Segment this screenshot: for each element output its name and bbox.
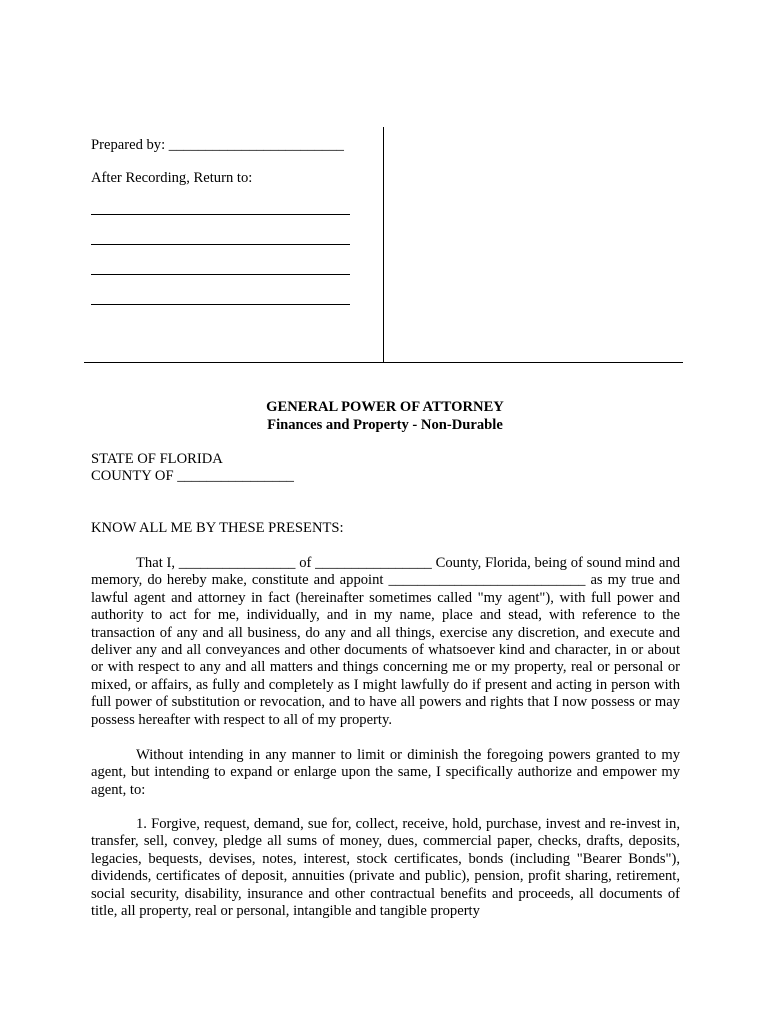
- know-all-heading: KNOW ALL ME BY THESE PRESENTS:: [91, 520, 344, 536]
- paragraph-power-1: 1. Forgive, request, demand, sue for, collect, receive, hold, purchase, invest and re-invest in, transfer, sell, convey, pledge all sums of money, dues, commercial paper, checks, drafts, deposits, legacies, bequests, devises, notes, interest, stock certificates, bonds (including "Bearer Bonds"), dividends, certificates of deposit, annuities (private and public), pension, profit sharing, retirement, social security, disability, insurance and other contractual benefits and proceeds, all documents of title, all property, real or personal, intangible and tangible property: [91, 816, 680, 920]
- document-title: GENERAL POWER OF ATTORNEY: [266, 399, 504, 415]
- return-address-line-1: [91, 214, 350, 215]
- prepared-by-field: Prepared by: ________________________: [91, 137, 344, 153]
- after-recording-label: After Recording, Return to:: [91, 170, 253, 186]
- header-horizontal-divider: [84, 362, 683, 363]
- header-vertical-divider: [383, 127, 384, 363]
- return-address-line-4: [91, 304, 350, 305]
- paragraph-specific-authority: Without intending in any manner to limit or diminish the foregoing powers granted to my agent, but intending to expand or enlarge upon the same, I specifically authorize and empower my agent, to:: [91, 747, 680, 798]
- venue-state: STATE OF FLORIDA: [91, 451, 223, 467]
- paragraph-appointment: That I, ________________ of ________________ County, Florida, being of sound mind and memory, do hereby make, constitute and appoint ___________________________ as my true and lawful agent and attorney in fact (hereinafter sometimes called "my agent"), with full power and authority to act for me, individually, and in my name, place and stead, with reference to the transaction of any and all business, do any and all things, exercise any discretion, and execute and deliver any and all conveyances and other documents of whatsoever kind and character, in or about or with respect to any and all matters and things concerning me or my property, real or personal or mixed, or affairs, as fully and completely as I might lawfully do if present and acting in person with full power of substitution or revocation, and to have all powers and rights that I now possess or may possess hereafter with respect to all of my property.: [91, 555, 680, 728]
- return-address-line-3: [91, 274, 350, 275]
- venue-county: COUNTY OF ________________: [91, 468, 294, 484]
- return-address-line-2: [91, 244, 350, 245]
- document-subtitle: Finances and Property - Non-Durable: [267, 417, 503, 433]
